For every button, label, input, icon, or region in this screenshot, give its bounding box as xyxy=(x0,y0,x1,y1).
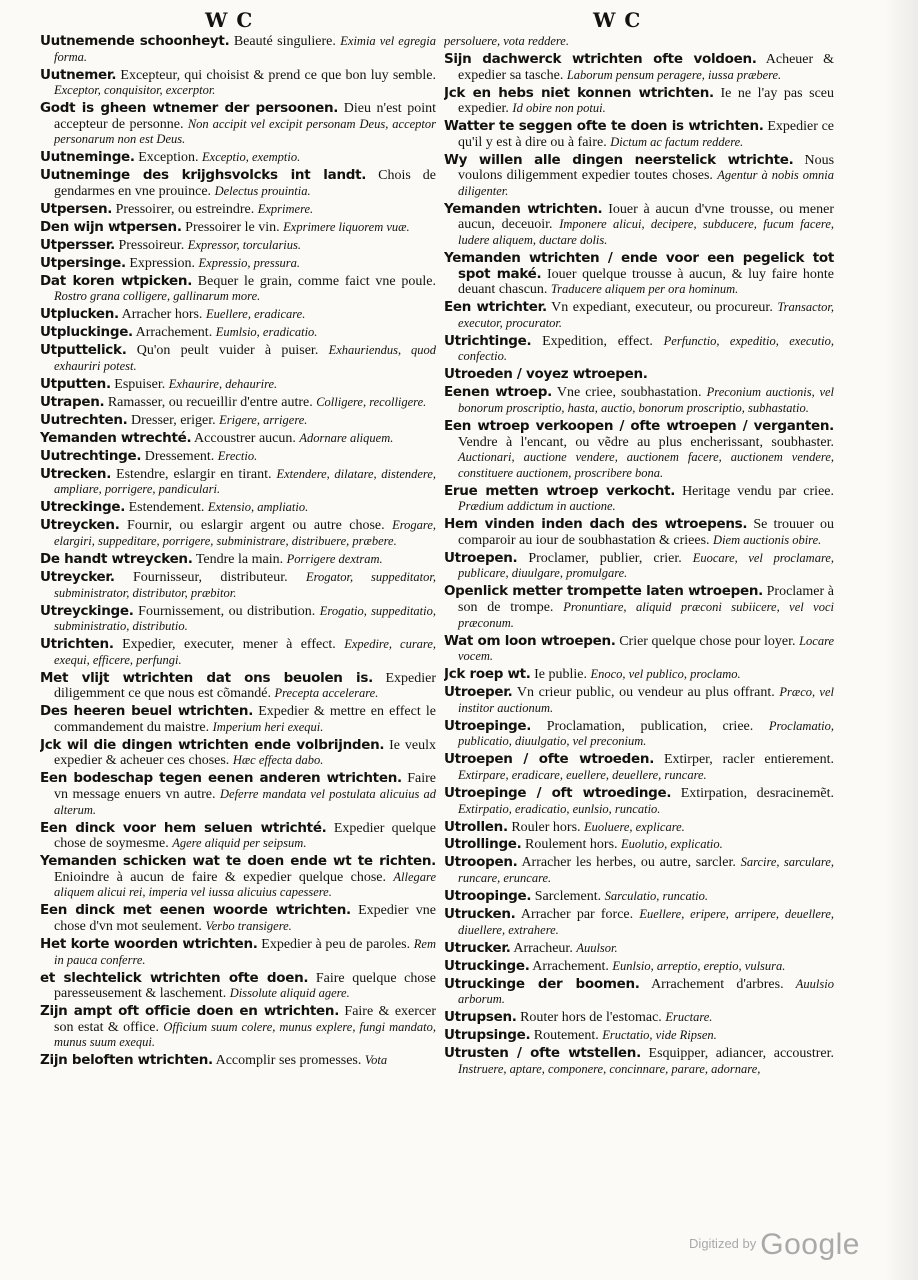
dictionary-entry xyxy=(40,1004,436,1051)
dictionary-entry xyxy=(444,367,834,383)
dictionary-entry xyxy=(40,552,436,568)
entry-latin-gloss: Expressor, torcularius. xyxy=(187,237,302,252)
entry-latin-gloss: Exceptio, exemptio. xyxy=(202,150,301,165)
dictionary-entry xyxy=(40,34,436,65)
dictionary-entry xyxy=(444,667,834,683)
entry-french-gloss: Excepteur, qui choisist & prend ce que bon luy semble. xyxy=(120,67,436,83)
dictionary-entry xyxy=(40,903,436,934)
entry-latin-gloss: Agere aliquid per seipsum. xyxy=(172,836,307,851)
entry-latin-gloss: Erigere, arrigere. xyxy=(219,412,308,427)
entry-latin-gloss: Id obire non potui. xyxy=(512,101,606,116)
entry-latin-gloss: Exhauriendus, quod exhauriri potest. xyxy=(54,343,436,373)
entry-latin-gloss: Erogare, elargiri, suppeditare, porrigere, subministrare, distribuere, præbere. xyxy=(54,518,436,549)
entry-french-gloss: Ie ne l'ay pas sceu expedier. xyxy=(458,85,834,117)
entry-latin-gloss: Vota xyxy=(364,1053,388,1068)
entry-headword: Utrapen. xyxy=(40,393,105,410)
entry-french-gloss: Extirper, racler entierement. xyxy=(663,752,834,768)
entry-latin-gloss: Agentur à nobis omnia diligenter. xyxy=(458,168,834,198)
entry-latin-gloss: Sarcire, sarculare, runcare, eruncare. xyxy=(458,855,834,886)
right-column xyxy=(444,34,834,1238)
entry-french-gloss: Estendre, eslargir en tirant. xyxy=(116,466,272,482)
dictionary-entry xyxy=(444,334,834,365)
dictionary-entry xyxy=(444,1028,834,1044)
entry-headword: Utroepinge / oft wtroedinge. xyxy=(444,784,672,801)
entry-latin-gloss: Euolutio, explicatio. xyxy=(621,837,723,852)
entry-french-gloss: Arrachement. xyxy=(532,958,609,974)
dictionary-entry xyxy=(444,517,834,548)
entry-french-gloss: Esquipper, adiancer, accoustrer. xyxy=(648,1046,834,1062)
entry-latin-gloss: Colligere, recolligere. xyxy=(316,394,427,409)
dictionary-entry xyxy=(40,637,436,668)
entry-french-gloss: Fournir, ou eslargir argent ou autre chose. xyxy=(127,518,385,534)
entry-french-gloss: Expression. xyxy=(129,255,196,271)
entry-french-gloss: Expedier & mettre en effect le commandement du maistre. xyxy=(54,704,436,735)
digitized-watermark xyxy=(689,1228,860,1262)
dictionary-entry xyxy=(444,855,834,886)
entry-headword: Yemanden schicken wat te doen ende wt te richten. xyxy=(40,853,436,870)
dictionary-entry xyxy=(444,584,834,631)
entry-latin-gloss: Eunlsio, arreptio, ereptio, vulsura. xyxy=(612,958,786,973)
entry-headword: Yemanden wtrechté. xyxy=(40,429,192,446)
dictionary-entry xyxy=(40,220,436,236)
dictionary-entry xyxy=(40,343,436,374)
dictionary-entry xyxy=(444,752,834,783)
dictionary-entry xyxy=(444,300,834,331)
entry-latin-gloss: Imperium heri exequi. xyxy=(212,719,324,734)
dictionary-entry xyxy=(40,150,436,166)
entry-headword: Des heeren beuel wtrichten. xyxy=(40,703,254,720)
entry-french-gloss: Nous voulons diligemment expedier toutes choses. xyxy=(458,152,834,184)
entry-latin-gloss: Auctionari, auctione vendere, auctionem facere, auctionem vendere, constituere auctionem, proscribere bona. xyxy=(458,450,834,480)
entry-french-gloss: Arracher hors. xyxy=(121,307,203,323)
dictionary-entry xyxy=(444,786,834,817)
entry-french-gloss: Router hors de l'estomac. xyxy=(520,1010,662,1026)
entry-french-gloss: Expedier ce qu'il y est à dire ou à faire. xyxy=(458,119,834,150)
entry-headword: Utreckinge. xyxy=(40,499,126,516)
entry-french-gloss: Vn crieur public, ou vendeur au plus offrant. xyxy=(516,685,775,701)
dictionary-entry xyxy=(444,419,834,481)
dictionary-entry xyxy=(444,484,834,515)
dictionary-entry xyxy=(40,168,436,199)
dictionary-entry xyxy=(444,1010,834,1026)
dictionary-entry xyxy=(40,771,436,818)
entry-latin-gloss: Rem in pauca conferre. xyxy=(54,936,436,967)
entry-latin-gloss: Erectio. xyxy=(217,448,258,463)
dictionary-entry xyxy=(444,202,834,249)
entry-headword: Utrusten / ofte wtstellen. xyxy=(444,1045,641,1062)
entry-headword: Wy willen alle dingen neerstelick wtrichte. xyxy=(444,151,794,168)
entry-latin-gloss: Pronuntiare, aliquid præconi subiicere, vel voci præconum. xyxy=(458,600,834,630)
entry-headword: Den wijn wtpersen. xyxy=(40,218,182,235)
entry-headword: Wat om loon wtroepen. xyxy=(444,632,616,649)
entry-headword: Openlick metter trompette laten wtroepen. xyxy=(444,583,763,600)
entry-latin-gloss: Auulsio arborum. xyxy=(458,976,834,1007)
dictionary-entry xyxy=(40,307,436,323)
entry-french-gloss: Sarclement. xyxy=(534,889,602,905)
entry-headword: Yemanden wtrichten. xyxy=(444,200,603,217)
entry-headword: Jck en hebs niet konnen wtrichten. xyxy=(444,84,714,101)
entry-headword: Utreycken. xyxy=(40,517,120,534)
entry-headword: Utrollinge. xyxy=(444,836,522,853)
entry-latin-gloss: Officium suum colere, munus explere, fungi mandato, munus suum exequi. xyxy=(54,1019,436,1050)
entry-headword: Erue metten wtroep verkocht. xyxy=(444,482,676,499)
dictionary-entry xyxy=(40,1053,436,1069)
dictionary-entry xyxy=(40,671,436,702)
entry-headword: Watter te seggen ofte te doen is wtrichten. xyxy=(444,118,764,135)
entry-headword: Met vlijt wtrichten dat ons beuolen is. xyxy=(40,669,373,686)
entry-latin-gloss: Exceptor, conquisitor, excerptor. xyxy=(54,83,216,98)
dictionary-entry xyxy=(40,467,436,498)
dictionary-entry xyxy=(444,820,834,836)
entry-latin-gloss: Delectus prouintia. xyxy=(214,183,311,198)
dictionary-entry xyxy=(444,1046,834,1077)
entry-french-gloss: Se trouuer ou comparoir au iour de soubhastation & criees. xyxy=(458,517,834,548)
entry-latin-gloss: Verbo transigere. xyxy=(205,918,292,933)
entry-latin-gloss: Transactor, executor, procurator. xyxy=(458,300,834,330)
entry-headword: Utrecken. xyxy=(40,465,112,482)
entry-latin-gloss: Extirpare, eradicare, euellere, deuellere, runcare. xyxy=(458,767,707,782)
entry-latin-gloss: Expressio, pressura. xyxy=(198,255,301,270)
entry-french-gloss: Enioindre à aucun de faire & expedier quelque chose. xyxy=(54,869,386,885)
entry-french-gloss: Accomplir ses promesses. xyxy=(215,1053,362,1069)
dictionary-entry xyxy=(444,52,834,83)
entry-french-gloss: Expedier vne chose d'vn mot seulement. xyxy=(54,903,436,934)
entry-headword: Utruckinge der boomen. xyxy=(444,975,640,992)
watermark-logo-text: Google xyxy=(760,1228,860,1261)
entry-headword: Utrupsinge. xyxy=(444,1027,531,1044)
dictionary-entry xyxy=(40,500,436,516)
entry-latin-gloss: Diem auctionis obire. xyxy=(713,532,822,547)
entry-latin-gloss: Exprimere. xyxy=(257,201,314,216)
entry-headword: Utpersen. xyxy=(40,200,113,217)
entry-french-gloss: Crier quelque chose pour loyer. xyxy=(619,633,796,649)
entry-french-gloss: Pressoirer, ou estreindre. xyxy=(115,201,255,217)
dictionary-entry xyxy=(444,977,834,1008)
entry-french-gloss: Heritage vendu par criee. xyxy=(682,483,834,499)
entry-french-gloss: Arrachement. xyxy=(135,325,213,341)
entry-latin-gloss: Eructare. xyxy=(665,1010,713,1025)
entry-headword: Utrollen. xyxy=(444,818,508,835)
entry-french-gloss: Fournisseur, distributeur. xyxy=(133,570,288,585)
dictionary-entry xyxy=(444,551,834,582)
entry-headword: Utrichtinge. xyxy=(444,332,532,349)
entry-latin-gloss: Preconium auctionis, vel bonorum proscriptio, hasta, auctio, bonorum proscriptio, subhastatio. xyxy=(458,385,834,415)
entry-french-gloss: Expedier à peu de paroles. xyxy=(261,936,411,952)
entry-headword: Zijn ampt oft officie doen en wtrichten. xyxy=(40,1003,340,1020)
dictionary-entry xyxy=(444,907,834,938)
dictionary-entry xyxy=(444,837,834,853)
entry-headword: Een bodeschap tegen eenen anderen wtrichten. xyxy=(40,770,402,787)
dictionary-entry xyxy=(40,518,436,549)
entry-latin-gloss: Expedire, curare, exequi, efficere, perfungi. xyxy=(54,637,436,667)
entry-headword: et slechtelick wtrichten ofte doen. xyxy=(40,969,309,986)
entry-headword: Utroepinge. xyxy=(444,717,532,734)
page-edge-shadow xyxy=(884,0,918,1280)
dictionary-entry xyxy=(444,34,834,50)
entry-latin-gloss: Dictum ac factum reddere. xyxy=(610,134,744,149)
dictionary-entry xyxy=(40,202,436,218)
dictionary-entry xyxy=(444,251,834,298)
entry-latin-gloss: Extensio, ampliatio. xyxy=(207,500,309,515)
entry-latin-gloss: Hæc effecta dabo. xyxy=(232,753,324,768)
entry-latin-gloss: Erogator, suppeditator, subministrator, distributor, præbitor. xyxy=(54,570,436,600)
entry-french-gloss: Arracheur. xyxy=(513,940,573,956)
entry-french-gloss: Faire & exercer son estat & office. xyxy=(54,1004,436,1035)
entry-headword: Godt is gheen wtnemer der persoonen. xyxy=(40,100,339,117)
dictionary-entry xyxy=(40,395,436,411)
entry-latin-gloss: Precepta accelerare. xyxy=(274,686,379,701)
entry-latin-gloss: Rostro grana colligere, gallinarum more. xyxy=(54,289,261,304)
entry-headword: Uutrechtinge. xyxy=(40,447,142,464)
dictionary-entry xyxy=(40,256,436,272)
entry-french-gloss: Bequer le grain, comme faict vne poule. xyxy=(197,273,436,289)
dictionary-entry xyxy=(444,86,834,117)
entry-latin-gloss: Eximia vel egregia forma. xyxy=(54,34,436,64)
entry-latin-gloss: Allegare aliquem alicui rei, imperia vel iussa alicuius capessere. xyxy=(54,869,436,900)
entry-french-gloss: Dieu n'est point accepteur de personne. xyxy=(54,101,436,132)
entry-headword: Uutneminge des krijghsvolcks int landt. xyxy=(40,167,367,184)
entry-french-gloss: Ramasser, ou recueillir d'entre autre. xyxy=(107,394,313,410)
entry-latin-gloss: Instruere, aptare, componere, concinnare, parare, adornare, xyxy=(458,1061,761,1076)
entry-headword: Yemanden wtrichten / ende voor een pegelick tot spot maké. xyxy=(444,250,834,282)
entry-latin-gloss: Extirpatio, eradicatio, eunlsio, runcatio. xyxy=(458,801,661,816)
entry-french-gloss: Vn expediant, executeur, ou procureur. xyxy=(551,300,773,316)
entry-french-gloss: Dresser, eriger. xyxy=(131,412,216,428)
entry-french-gloss: Espuiser. xyxy=(114,376,166,392)
dictionary-entry xyxy=(40,377,436,393)
entry-headword: Een wtroep verkoopen / ofte wtroepen / verganten. xyxy=(444,417,834,434)
entry-french-gloss: Roulement hors. xyxy=(525,837,618,853)
dictionary-entry xyxy=(40,325,436,341)
dictionary-entry xyxy=(444,959,834,975)
entry-headword: Hem vinden inden dach des wtroepens. xyxy=(444,516,748,533)
entry-latin-gloss: Prædium addictum in auctione. xyxy=(458,499,616,514)
entry-french-gloss: Fournissement, ou distribution. xyxy=(138,603,316,619)
dictionary-entry xyxy=(444,634,834,665)
entry-latin-gloss: Deferre mandata vel postulata alicuius ad alterum. xyxy=(54,787,436,817)
dictionary-entry xyxy=(444,685,834,716)
entry-headword: Zijn beloften wtrichten. xyxy=(40,1052,213,1069)
entry-french-gloss: Expedier, executer, mener à effect. xyxy=(122,637,336,653)
entry-headword: Utroeper. xyxy=(444,684,513,701)
entry-headword: Jck wil die dingen wtrichten ende volbrijnden. xyxy=(40,736,385,753)
entry-latin-gloss: Eumlsio, eradicatio. xyxy=(215,325,318,340)
entry-french-gloss: Qu'on peult vuider à puiser. xyxy=(136,343,319,359)
entry-headword: Dat koren wtpicken. xyxy=(40,272,193,289)
entry-latin-gloss: persoluere, vota reddere. xyxy=(444,34,569,48)
entry-headword: Utpluckinge. xyxy=(40,324,133,341)
entry-french-gloss: Expedier quelque chose de soymesme. xyxy=(54,820,436,852)
dictionary-entry xyxy=(40,971,436,1002)
entry-latin-gloss: Dissolute aliquid agere. xyxy=(229,986,350,1001)
entry-headword: Utroeden / voyez wtroepen. xyxy=(444,366,648,383)
dictionary-entry xyxy=(40,101,436,148)
entry-headword: Utpersser. xyxy=(40,236,115,253)
entry-french-gloss: Arracher les herbes, ou autre, sarcler. xyxy=(521,855,736,871)
running-head-left: W C xyxy=(205,8,254,32)
entry-latin-gloss: Sarculatio, runcatio. xyxy=(604,889,709,904)
entry-latin-gloss: Præco, vel institor auctionum. xyxy=(458,685,834,715)
entry-headword: Utroopen. xyxy=(444,854,518,871)
entry-french-gloss: Estendement. xyxy=(128,500,205,516)
entry-french-gloss: Exception. xyxy=(138,150,199,166)
entry-french-gloss: Pressoireur. xyxy=(118,237,185,253)
entry-latin-gloss: Adornare aliquem. xyxy=(299,430,394,445)
entry-latin-gloss: Extendere, dilatare, distendere, ampliare, porrigere, pandiculari. xyxy=(54,466,436,497)
dictionary-entry xyxy=(40,704,436,735)
dictionary-entry xyxy=(444,153,834,200)
entry-french-gloss: Ie publie. xyxy=(534,667,587,683)
entry-headword: Utreycker. xyxy=(40,569,115,585)
entry-french-gloss: Iouer à aucun d'vne trousse, ou mener aucun, deceuoir. xyxy=(458,201,834,233)
entry-headword: Uutrechten. xyxy=(40,411,128,428)
entry-french-gloss: Arracher par force. xyxy=(520,907,634,923)
entry-headword: Utroepen / ofte wtroeden. xyxy=(444,751,655,768)
dictionary-entry xyxy=(40,449,436,465)
entry-french-gloss: Tendre la main. xyxy=(195,552,284,568)
entry-french-gloss: Chois de gendarmes en vne prouince. xyxy=(54,168,436,199)
dictionary-entry xyxy=(40,238,436,254)
dictionary-entry xyxy=(40,570,436,601)
entry-french-gloss: Arrachement d'arbres. xyxy=(651,976,784,992)
entry-french-gloss: Expedier diligemment ce que nous est cõmandé. xyxy=(54,670,436,702)
entry-latin-gloss: Proclamatio, publicatio, diuulgatio, vel preconium. xyxy=(458,718,834,749)
entry-headword: Utruckinge. xyxy=(444,957,530,974)
entry-latin-gloss: Auulsor. xyxy=(576,940,618,955)
dictionary-entry xyxy=(40,68,436,99)
entry-latin-gloss: Erogatio, suppeditatio, subministratio, distributio. xyxy=(54,603,436,634)
entry-latin-gloss: Laborum pensum peragere, iussa præbere. xyxy=(566,67,782,82)
entry-headword: Jck roep wt. xyxy=(444,666,531,683)
entry-headword: Utrucken. xyxy=(444,906,516,923)
dictionary-entry xyxy=(40,431,436,447)
entry-headword: Sijn dachwerck wtrichten ofte voldoen. xyxy=(444,50,757,67)
entry-french-gloss: Proclamer à son de trompe. xyxy=(458,584,834,616)
entry-french-gloss: Extirpation, desracinemẽt. xyxy=(680,785,834,801)
entry-latin-gloss: Porrigere dextram. xyxy=(286,552,383,567)
entry-french-gloss: Faire quelque chose paresseusement & laschement. xyxy=(54,970,436,1002)
entry-latin-gloss: Eructatio, vide Ripsen. xyxy=(602,1028,717,1043)
entry-headword: Het korte woorden wtrichten. xyxy=(40,935,258,952)
entry-french-gloss: Dressement. xyxy=(144,448,215,464)
entry-french-gloss: Vne criee, soubhastation. xyxy=(556,385,702,401)
entry-french-gloss: Accoustrer aucun. xyxy=(194,430,296,446)
entry-headword: Utputten. xyxy=(40,375,111,392)
entry-french-gloss: Routement. xyxy=(533,1028,599,1044)
dictionary-entry xyxy=(444,119,834,150)
entry-french-gloss: Proclamer, publier, crier. xyxy=(528,550,682,566)
entry-latin-gloss: Euellere, eradicare. xyxy=(205,307,306,322)
entry-headword: Utreyckinge. xyxy=(40,602,134,619)
entry-latin-gloss: Imponere alicui, decipere, subducere, fucum facere, ludere aliquem, ductare dolis. xyxy=(458,217,834,248)
entry-latin-gloss: Perfunctio, expeditio, executio, confectio. xyxy=(458,333,834,364)
dictionary-entry xyxy=(444,941,834,957)
entry-latin-gloss: Euocare, vel proclamare, publicare, diuulgare, promulgare. xyxy=(458,550,834,581)
entry-french-gloss: Acheuer & expedier sa tasche. xyxy=(458,51,834,83)
dictionary-entry xyxy=(40,738,436,769)
dictionary-entry xyxy=(40,854,436,901)
entry-french-gloss: Iouer quelque trousse à aucun, & luy faire honte deuant chascun. xyxy=(458,266,834,298)
entry-headword: De handt wtreycken. xyxy=(40,551,193,568)
entry-headword: Uutnemer. xyxy=(40,66,117,83)
entry-latin-gloss: Locare vocem. xyxy=(458,633,834,664)
entry-latin-gloss: Euellere, eripere, arripere, deuellere, diuellere, extrahere. xyxy=(458,907,834,937)
entry-headword: Utroepen. xyxy=(444,549,518,566)
entry-french-gloss: Proclamation, publication, criee. xyxy=(546,718,754,734)
entry-headword: Utrupsen. xyxy=(444,1009,517,1026)
entry-headword: Uutneminge. xyxy=(40,149,135,166)
entry-french-gloss: Ie veulx expedier & acheuer ces choses. xyxy=(54,737,436,769)
entry-latin-gloss: Traducere aliquem per ora hominum. xyxy=(550,282,739,297)
dictionary-entry xyxy=(40,937,436,968)
entry-french-gloss: Rouler hors. xyxy=(511,819,581,835)
entry-headword: Utrucker. xyxy=(444,939,511,956)
entry-latin-gloss: Exhaurire, dehaurire. xyxy=(168,376,278,391)
dictionary-entry xyxy=(40,821,436,852)
entry-headword: Utrichten. xyxy=(40,636,114,653)
entry-headword: Utpersinge. xyxy=(40,254,126,271)
dictionary-entry xyxy=(444,385,834,416)
entry-headword: Een dinck met eenen woorde wtrichten. xyxy=(40,902,351,919)
entry-french-gloss: Beauté singuliere. xyxy=(233,34,336,49)
entry-french-gloss: Expedition, effect. xyxy=(542,333,653,349)
left-column xyxy=(40,34,436,1238)
watermark-small-text: Digitized by xyxy=(689,1236,757,1251)
entry-latin-gloss: Non accipit vel excipit personam Deus, acceptor personarum non est Deus. xyxy=(54,116,436,147)
entry-headword: Utputtelick. xyxy=(40,342,127,359)
entry-french-gloss: Pressoirer le vin. xyxy=(185,219,280,235)
running-head-right: W C xyxy=(593,8,642,32)
entry-french-gloss: Faire vn message enuers vn autre. xyxy=(54,771,436,803)
entry-latin-gloss: Euoluere, explicare. xyxy=(584,819,685,834)
entry-headword: Een dinck voor hem seluen wtrichté. xyxy=(40,819,327,836)
entry-headword: Een wtrichter. xyxy=(444,299,547,316)
entry-headword: Uutnemende schoonheyt. xyxy=(40,34,230,49)
entry-headword: Eenen wtroep. xyxy=(444,384,552,401)
entry-latin-gloss: Exprimere liquorem vuæ. xyxy=(283,219,410,234)
entry-latin-gloss: Enoco, vel publico, proclamo. xyxy=(590,667,741,682)
dictionary-entry xyxy=(444,889,834,905)
dictionary-entry xyxy=(40,274,436,305)
entry-headword: Utplucken. xyxy=(40,306,119,323)
entry-french-gloss: Vendre à l'encant, ou vẽdre au plus encherissant, soubhaster. xyxy=(458,434,834,450)
entry-headword: Utroopinge. xyxy=(444,888,532,905)
dictionary-entry xyxy=(40,604,436,635)
dictionary-entry xyxy=(444,719,834,750)
dictionary-entry xyxy=(40,413,436,429)
